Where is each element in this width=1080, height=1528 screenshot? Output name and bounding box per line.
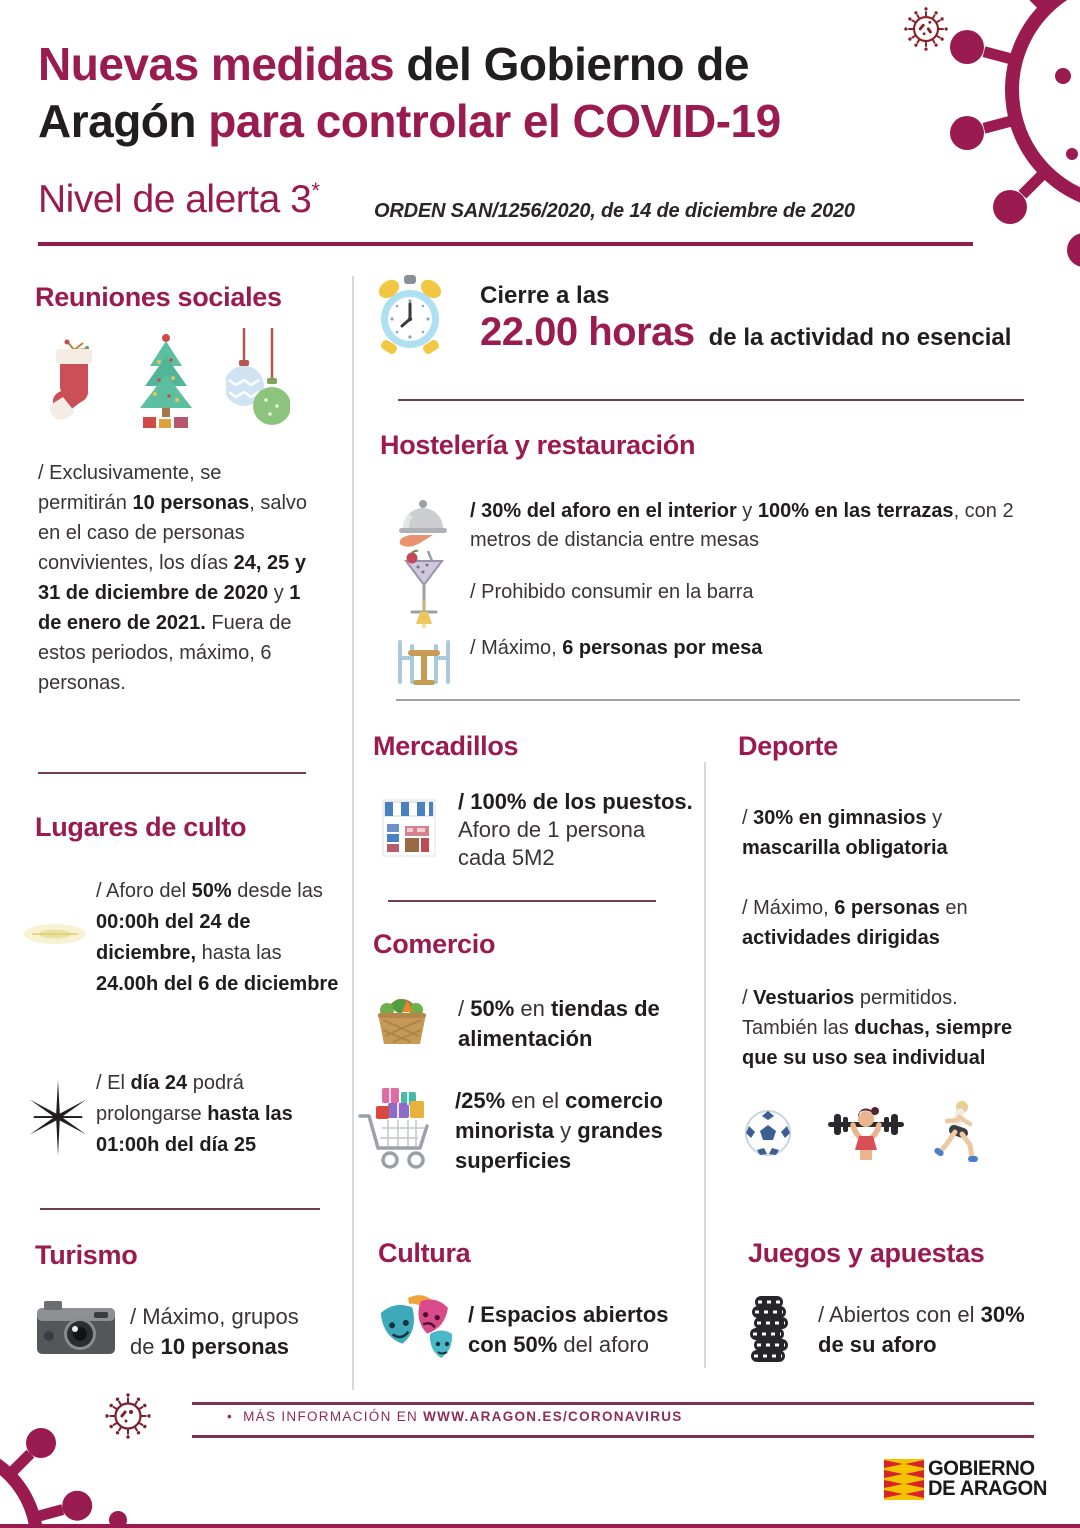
section-title-culto: Lugares de culto (35, 812, 247, 842)
reuniones-seg-bold: 1 de enero de 2021. (38, 582, 301, 634)
cultura-seg: del aforo (557, 1332, 649, 1357)
christmas-tree-icon (133, 332, 199, 432)
food-basket-icon (375, 988, 429, 1046)
juegos-seg-bold: 30% de su aforo (818, 1302, 1025, 1357)
reuniones-seg: y (268, 582, 290, 604)
aragon-flag-icon (884, 1459, 924, 1500)
hosteleria-item-2: / Prohibido consumir en la barra (470, 581, 754, 603)
hosteleria-item-3 (470, 634, 1070, 663)
deporte-seg-bold: Vestuarios (753, 987, 855, 1009)
gobierno-logo-text (928, 1459, 1047, 1498)
section-title-mercadillos: Mercadillos (373, 731, 519, 761)
deporte-seg: / (742, 807, 754, 829)
bottom-strip (0, 1524, 1080, 1528)
culto-seg: / El (96, 1072, 131, 1094)
culto-seg-bold: hasta las 01:00h del día 25 (96, 1103, 293, 1156)
juegos-seg: / Abiertos con el (818, 1302, 981, 1327)
comercio-seg-bold: 50% (470, 996, 515, 1021)
shopping-cart-icon (358, 1086, 436, 1172)
alert-level-text: Nivel de alerta 3 (38, 178, 312, 221)
comercio-item-2 (455, 1086, 693, 1176)
hosteleria-seg: , con 2 metros de distancia entre mesas (470, 500, 1014, 551)
section-title-turismo: Turismo (35, 1240, 138, 1270)
deporte-seg-bold: actividades dirigidas (742, 927, 940, 949)
logo-line-1: GOBIERNO (928, 1457, 1035, 1480)
closure-line (480, 310, 1011, 355)
turismo-item (130, 1302, 325, 1362)
hosteleria-seg: y (736, 500, 758, 522)
culto-seg-bold: día 24 (130, 1072, 188, 1094)
reuniones-seg-bold: 10 personas (132, 492, 250, 514)
culto-item-1 (96, 876, 346, 1000)
alert-level (38, 178, 319, 222)
divider (38, 772, 306, 774)
column-divider-1 (352, 276, 354, 1390)
reuniones-seg: , salvo en el caso de personas convivientes, los días (38, 492, 308, 574)
deporte-item-1 (742, 803, 1037, 863)
turismo-seg: / Máximo, grupos de (130, 1304, 299, 1359)
footer-divider-bottom (192, 1435, 1034, 1438)
camera-icon (36, 1298, 116, 1356)
closure-prefix: Cierre a las (480, 282, 610, 309)
divider (398, 399, 1024, 401)
deporte-seg: / Máximo, (742, 897, 835, 919)
serving-cloche-icon (396, 492, 450, 548)
table-chairs-icon (394, 600, 454, 692)
footer-info-url[interactable]: WWW.ARAGON.ES/CORONAVIRUS (423, 1409, 683, 1424)
christmas-stocking-icon (47, 338, 101, 430)
footer-divider-top (192, 1402, 1034, 1405)
comercio-item-1 (458, 994, 696, 1054)
theater-masks-icon (378, 1292, 456, 1366)
market-stall-icon (381, 798, 437, 858)
header-divider (38, 242, 973, 246)
column-divider-2 (704, 762, 706, 1368)
culto-seg: / Aforo del (96, 880, 192, 902)
comercio-seg-bold: tiendas de alimentación (458, 996, 660, 1051)
deporte-item-2 (742, 893, 1037, 953)
comercio-seg: en (514, 996, 551, 1021)
mercadillos-seg-bold: / 100% de los puestos. (458, 789, 693, 814)
section-title-comercio: Comercio (373, 929, 496, 959)
weightlifter-icon (826, 1106, 906, 1168)
comercio-seg: / (458, 996, 471, 1021)
title-accent-2: para controlar el COVID-19 (208, 95, 781, 147)
comercio-seg: en el (505, 1088, 566, 1113)
candle-glow-icon (22, 920, 88, 948)
hosteleria-seg: / Máximo, (470, 637, 563, 659)
culto-seg: desde las (231, 880, 323, 902)
closure-time: 22.00 horas (480, 310, 695, 354)
small-virus-bottom-icon (104, 1392, 152, 1440)
hosteleria-seg-bold: 6 personas por mesa (562, 637, 763, 659)
logo-line-2: DE ARAGON (928, 1476, 1048, 1500)
soccer-ball-icon (743, 1108, 793, 1158)
hosteleria-seg-bold: / 30% del aforo en el interior (470, 500, 737, 522)
deporte-seg: en (939, 897, 968, 919)
alarm-clock-icon (372, 274, 448, 360)
runner-icon (932, 1100, 978, 1166)
cultura-item (468, 1300, 708, 1360)
section-title-reuniones: Reuniones sociales (35, 282, 282, 312)
deporte-seg-bold: 6 personas (834, 897, 940, 919)
title-plain-1: del Gobierno de (394, 38, 749, 90)
title-plain-2: Aragón (38, 95, 209, 147)
section-title-cultura: Cultura (378, 1238, 471, 1268)
comercio-seg: y (554, 1118, 578, 1143)
section-title-deporte: Deporte (738, 731, 838, 761)
section-title-juegos: Juegos y apuestas (748, 1238, 985, 1268)
deporte-seg: y (926, 807, 943, 829)
culto-seg-bold: 00:00h del 24 de diciembre, (96, 911, 251, 964)
closure-suffix: de la actividad no esencial (708, 324, 1012, 351)
turismo-seg-bold: 10 personas (160, 1334, 289, 1359)
bullet-icon: • (227, 1409, 234, 1424)
deporte-seg: permitidos. También las (742, 987, 958, 1039)
baubles-icon (226, 328, 290, 436)
mercadillos-item (458, 788, 693, 872)
reuniones-seg: / Exclusivamente, se permitirán (38, 462, 222, 514)
footer-info (227, 1409, 683, 1424)
comercio-seg-bold: grandes superficies (455, 1118, 663, 1173)
reuniones-seg: Fuera de estos periodos, máximo, 6 personas. (38, 612, 292, 694)
comercio-seg-bold: comercio minorista (455, 1088, 663, 1143)
deporte-seg-bold: mascarilla obligatoria (742, 837, 948, 859)
culto-seg: podrá prolongarse (96, 1072, 244, 1125)
footer-info-prefix: MÁS INFORMACIÓN EN (243, 1409, 424, 1424)
bethlehem-star-icon (26, 1080, 90, 1156)
deporte-seg-bold: duchas, siempre que su uso sea individual (742, 1017, 1013, 1069)
section-title-hosteleria: Hostelería y restauración (380, 430, 696, 460)
culto-seg-bold: 24.00h del 6 de diciembre (96, 973, 339, 995)
culto-item-2 (96, 1068, 346, 1161)
juegos-item (818, 1300, 1043, 1360)
hosteleria-seg-bold: 100% en las terrazas (757, 500, 954, 522)
large-virus-icon (942, 0, 1080, 293)
cultura-seg-bold: / Espacios abiertos con 50% (468, 1302, 669, 1357)
culto-seg: hasta las (196, 942, 282, 964)
alert-asterisk: * (311, 178, 320, 203)
divider (388, 900, 656, 902)
title-accent-1: Nuevas medidas (38, 38, 395, 90)
poker-chips-icon (746, 1294, 792, 1364)
deporte-seg-bold: 30% en gimnasios (753, 807, 927, 829)
reuniones-seg-bold: 24, 25 y 31 de diciembre de 2020 (38, 552, 306, 604)
order-reference: ORDEN SAN/1256/2020, de 14 de diciembre de 2020 (374, 200, 855, 222)
comercio-seg-bold: /25% (455, 1088, 506, 1113)
culto-seg-bold: 50% (191, 880, 232, 902)
divider (396, 699, 1020, 701)
reuniones-paragraph (38, 458, 310, 698)
divider (40, 1208, 320, 1210)
hosteleria-item-1 (470, 497, 1070, 555)
deporte-seg: / (742, 987, 754, 1009)
mercadillos-seg: Aforo de 1 persona cada 5M2 (458, 817, 646, 870)
page-title (38, 36, 868, 150)
deporte-item-3 (742, 983, 1037, 1073)
